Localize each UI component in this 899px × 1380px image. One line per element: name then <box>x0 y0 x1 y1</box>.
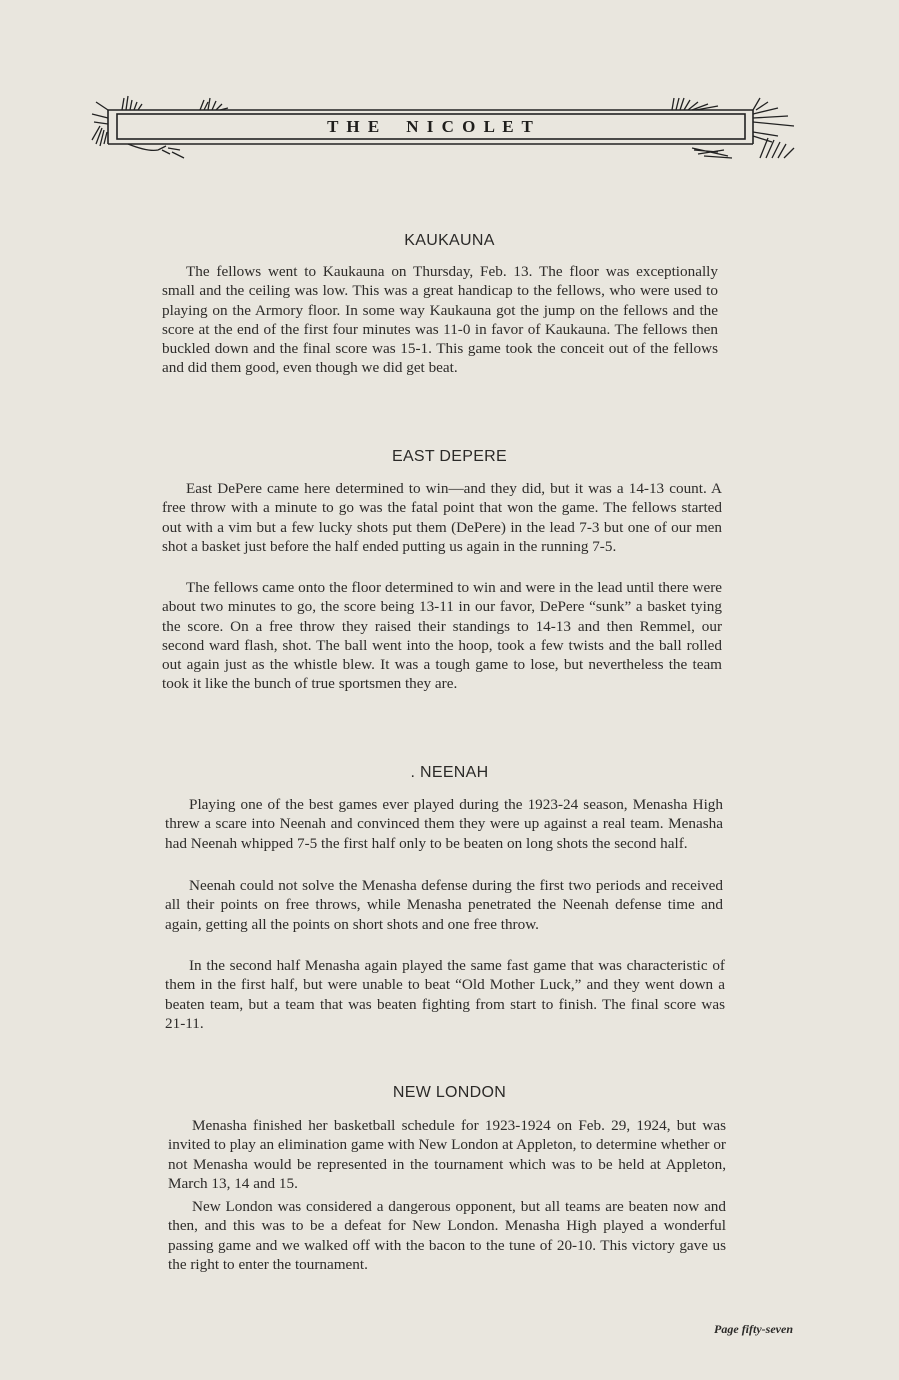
new-london-paragraph-2: New London was considered a dangerous opponent, but all teams are beaten now and then, and this was to be a defeat for New London. Menasha High played a wonderful passing game and we walked off with the bacon to the tune of 20-10. This victory gave us the right to enter the tournament. <box>168 1198 726 1273</box>
neenah-paragraph-1: Playing one of the best games ever played during the 1923-24 season, Menasha High threw a scare into Neenah and convinced them they were up against a real team. Menasha had Neenah whipped 7-5 the first half only to be beaten on long shots the second half. <box>165 796 723 852</box>
neenah-paragraph-3: In the second half Menasha again played the same fast game that was characteristic of them in the first half, but were unable to beat “Old Mother Luck,” and they went down a beaten team, but a team that was beaten fighting from start to finish. The final score was 21-11. <box>165 957 725 1032</box>
section-title-east-depere: EAST DEPERE <box>391 448 508 465</box>
page-number: Page fifty-seven <box>714 1322 793 1336</box>
new-london-paragraph-1: Menasha finished her basketball schedule for 1923-1924 on Feb. 29, 1924, but was invited to play an elimination game with New London at Appleton, to determine whether or not Menasha would be represented in the tournament which was to be held at Appleton, March 13, 14 and 15. <box>168 1117 726 1192</box>
neenah-paragraph-2: Neenah could not solve the Menasha defense during the first two periods and received all their points on free throws, while Menasha penetrated the Neenah defense time and again, getting all the points on short shots and one free throw. <box>165 877 723 933</box>
header-title: T H E N I C O L E T <box>327 116 535 136</box>
header-title-box <box>117 114 745 139</box>
section-title-new-london: NEW LONDON <box>392 1084 507 1101</box>
east-depere-paragraph-1: East DePere came here determined to win—and they did, but it was a 14-13 count. A free throw with a minute to go was the fatal point that won the game. The fellows started out with a vim but a few lucky shots put them (DePere) in the lead 7-3 but one of our men shot a basket just before the half ended putting us again in the running 7-5. <box>162 480 722 555</box>
page-header <box>88 92 800 160</box>
section-title-neenah: . NEENAH <box>410 764 489 781</box>
kaukauna-paragraph-1: The fellows went to Kaukauna on Thursday, Feb. 13. The floor was exceptionally small and the ceiling was low. This was a great handicap to the fellows, who were used to playing on the Armory floor. In some way Kaukauna got the jump on the fellows and the score at the end of the first four minutes was 11-0 in favor of Kaukauna. The fellows then buckled down and the final score was 15-1. This game took the conceit out of the fellows and did them good, even though we did get beat. <box>162 263 718 377</box>
east-depere-paragraph-2: The fellows came onto the floor determined to win and were in the lead until there were about two minutes to go, the score being 13-11 in our favor, DePere “sunk” a basket tying the score. On a free throw they raised their standings to 14-13 and then Remmel, our second ward flash, shot. The ball went into the hoop, took a few twists and the ball rolled out again just as the whistle blew. It was a tough game to lose, but nevertheless the team took it like the bunch of true sportsmen they are. <box>162 579 722 693</box>
section-title-kaukauna: KAUKAUNA <box>404 232 495 249</box>
